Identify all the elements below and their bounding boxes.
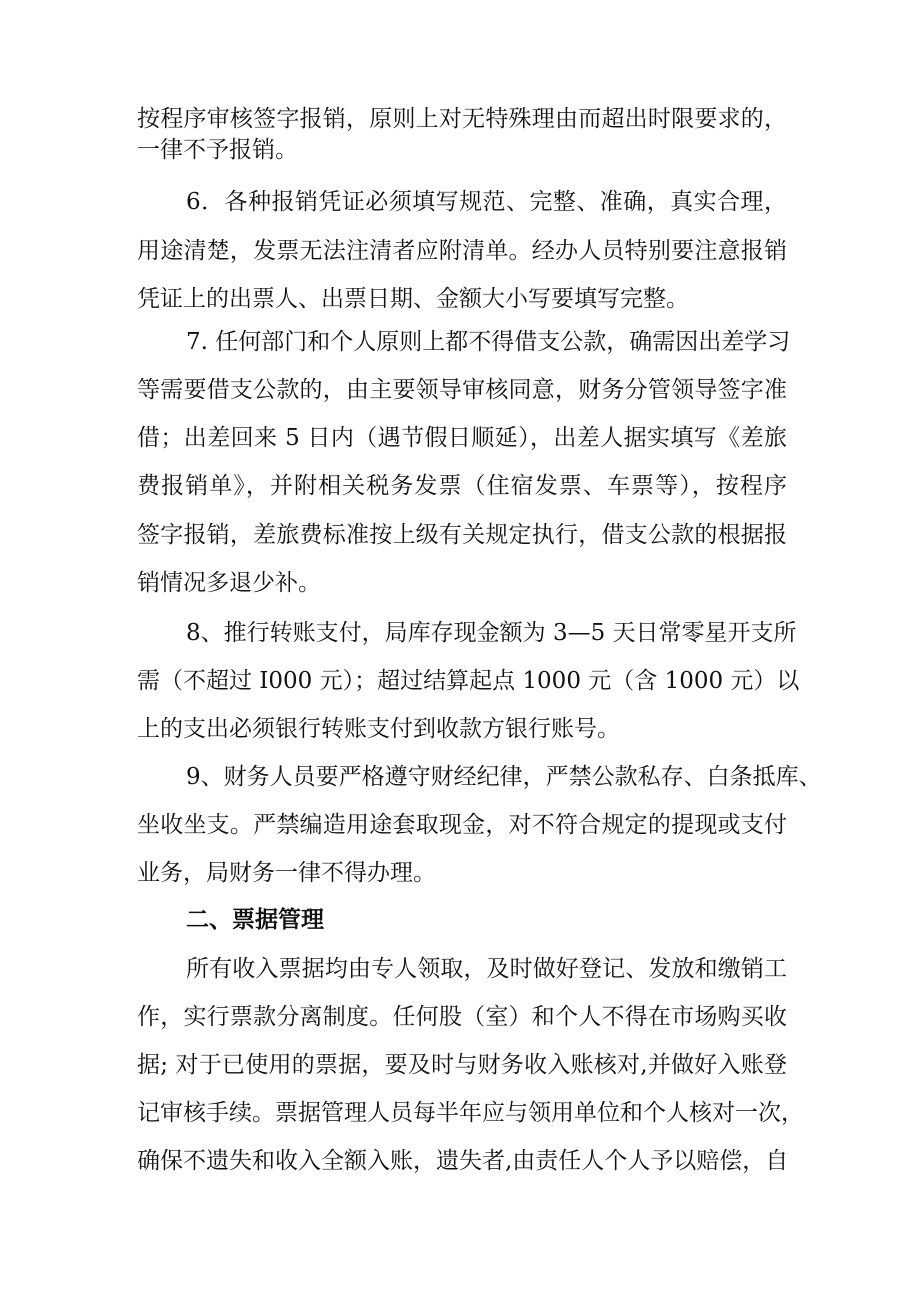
paragraph-line: 6．各种报销凭证必须填写规范、完整、准确，真实合理，	[186, 189, 787, 215]
paragraph-line: 用途清楚，发票无法注清者应附清单。经办人员特别要注意报销	[137, 238, 787, 264]
paragraph-line: 作，实行票款分离制度。任何股（室）和个人不得在市场购买收	[137, 1004, 787, 1030]
paragraph-line: 凭证上的出票人、出票日期、金额大小写要填写完整。	[137, 286, 689, 312]
paragraph-line: 确保不遗失和收入全额入账，遗失者,由责任人个人予以赔偿，自	[137, 1148, 789, 1174]
paragraph-line: 7. 任何部门和个人原则上都不得借支公款，确需因出差学习	[186, 329, 791, 355]
paragraph-line: 坐收坐支。严禁编造用途套取现金，对不符合规定的提现或支付	[137, 812, 787, 838]
paragraph-line: 一律不予报销。	[137, 137, 298, 163]
paragraph-line: 销情况多退少补。	[137, 570, 321, 596]
paragraph-line: 按程序审核签字报销，原则上对无特殊理由而超出时限要求的，	[137, 106, 787, 132]
paragraph-line: 记审核手续。票据管理人员每半年应与领用单位和个人核对一次，	[137, 1100, 804, 1126]
paragraph-line: 8、推行转账支付，局库存现金额为 3—5 天日常零星开支所	[186, 620, 797, 646]
paragraph-line: 所有收入票据均由专人领取，及时做好登记、发放和缴销工	[186, 956, 787, 982]
paragraph-line: 借；出差回来 5 日内（遇节假日顺延），出差人据实填写《差旅	[137, 425, 787, 451]
paragraph-line: 上的支出必须银行转账支付到收款方银行账号。	[137, 716, 620, 742]
section-heading: 二、票据管理	[186, 907, 324, 933]
paragraph-line: 据; 对于已使用的票据，要及时与财务收入账核对,并做好入账登	[137, 1052, 787, 1078]
paragraph-line: 签字报销，差旅费标准按上级有关规定执行，借支公款的根据报	[137, 522, 787, 548]
paragraph-line: 等需要借支公款的，由主要领导审核同意，财务分管领导签字准	[137, 377, 787, 403]
paragraph-line: 业务，局财务一律不得办理。	[137, 860, 436, 886]
paragraph-line: 9、财务人员要严格遵守财经纪律，严禁公款私存、白条抵库、	[186, 764, 822, 790]
paragraph-line: 需（不超过 I000 元）；超过结算起点 1000 元（含 1000 元）以	[137, 668, 800, 694]
paragraph-line: 费报销单》，并附相关税务发票（住宿发票、车票等），按程序	[137, 473, 787, 499]
